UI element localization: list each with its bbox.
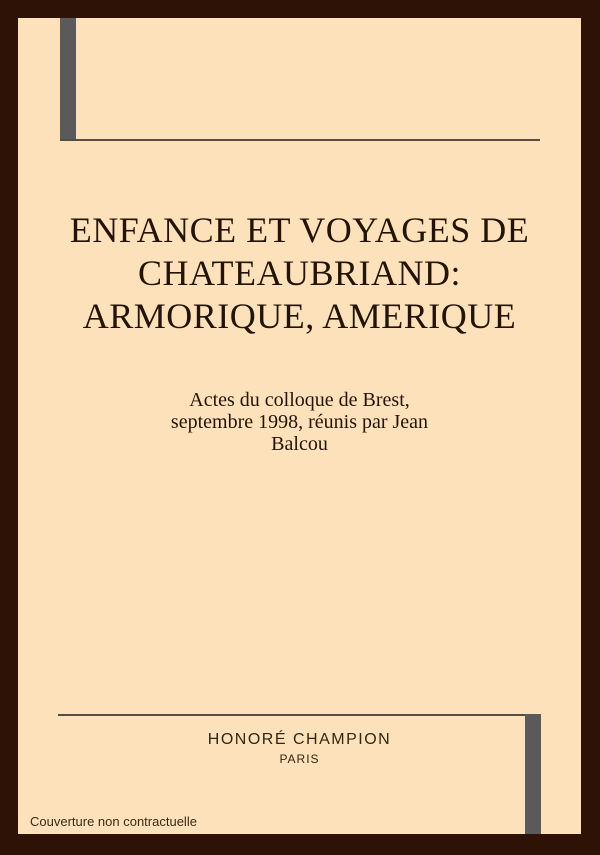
- publisher-name: HONORÉ CHAMPION: [207, 731, 392, 748]
- top-left-corner-bar: [60, 18, 76, 139]
- book-title-line-2: CHATEAUBRIAND:: [137, 253, 461, 293]
- book-title-line-3: ARMORIQUE, AMERIQUE: [82, 296, 517, 336]
- publisher-block: [18, 730, 581, 766]
- cover-page: [18, 18, 581, 834]
- publisher-city: PARIS: [279, 752, 320, 766]
- bottom-horizontal-rule: [58, 714, 541, 716]
- cover-disclaimer: Couverture non contractuelle: [30, 814, 197, 829]
- book-title-line-1: ENFANCE ET VOYAGES DE: [69, 210, 530, 250]
- top-horizontal-rule: [60, 139, 540, 141]
- book-title: [18, 209, 581, 338]
- book-subtitle-line-3: Balcou: [271, 433, 328, 455]
- book-subtitle: [18, 389, 581, 455]
- book-subtitle-line-1: Actes du colloque de Brest,: [189, 389, 410, 411]
- book-subtitle-line-2: septembre 1998, réunis par Jean: [170, 411, 429, 433]
